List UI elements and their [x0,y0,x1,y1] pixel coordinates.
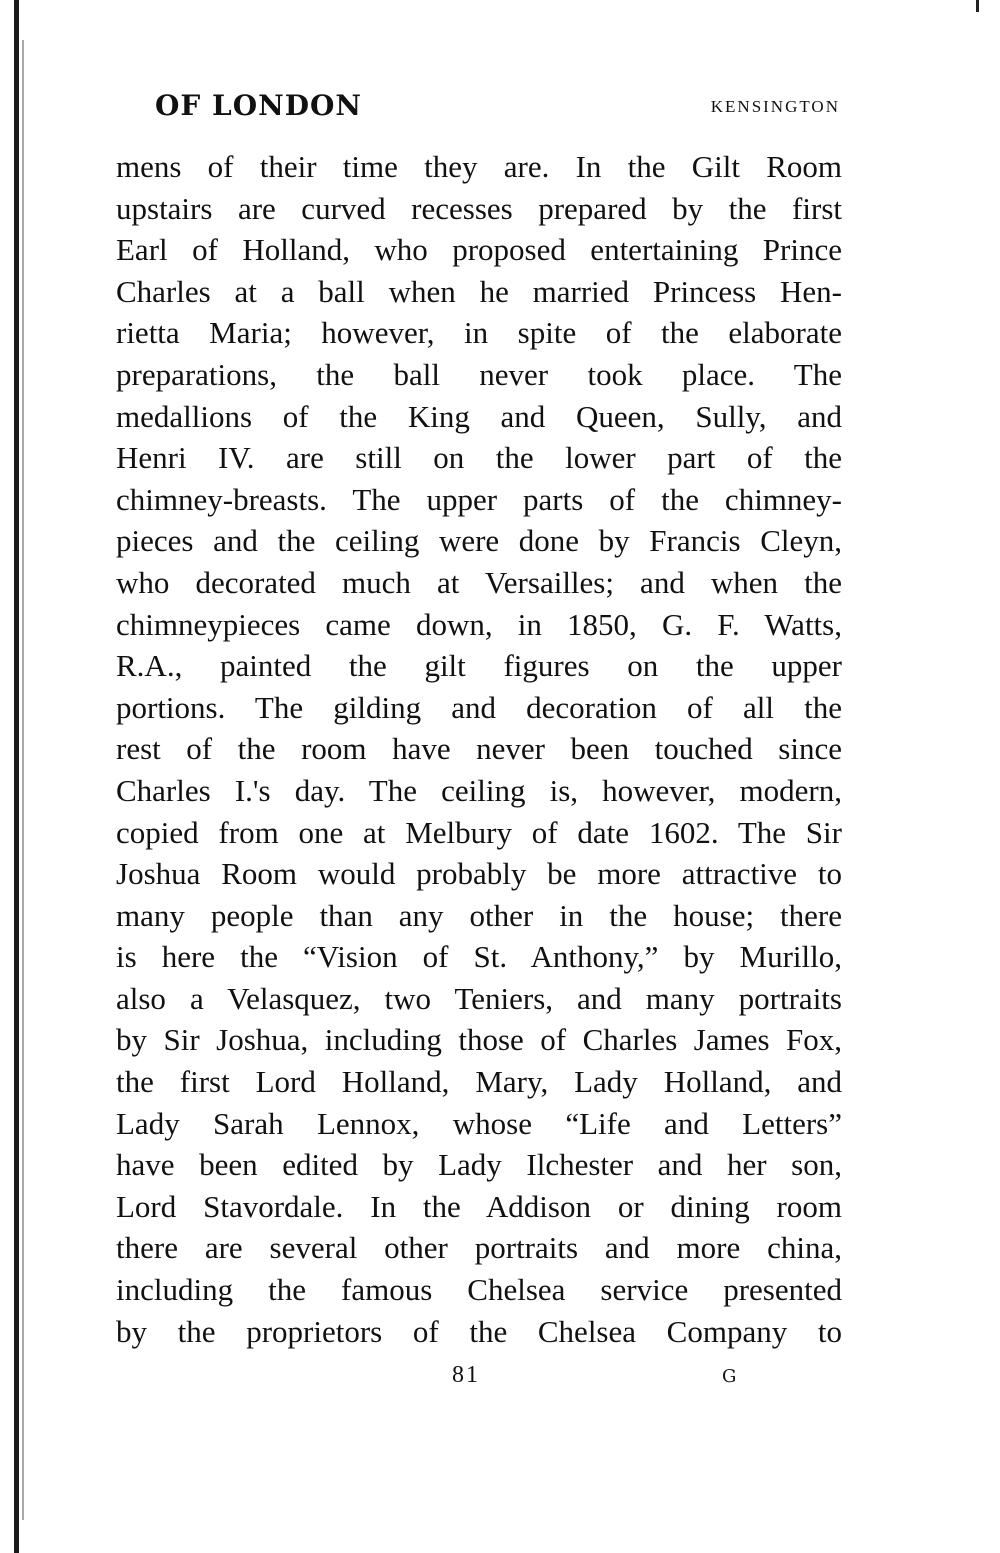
running-title: OF LONDON [155,89,362,122]
text-line: who decorated much at Versailles; and when the [116,564,842,600]
text-line: portions. The gilding and decoration of all the [116,689,842,725]
text-line: chimney-breasts. The upper parts of the chimney- [116,481,842,517]
binding-edge [14,0,19,1553]
text-line: there are several other portraits and more china, [116,1230,842,1266]
text-line: the first Lord Holland, Mary, Lady Holland, and [116,1064,842,1100]
text-line: copied from one at Melbury of date 1602. The Sir [116,814,842,850]
text-line: R.A., painted the gilt figures on the upper [116,648,842,684]
text-line: pieces and the ceiling were done by Francis Cleyn, [116,523,842,559]
binding-shadow [22,40,24,1520]
text-line: Henri IV. are still on the lower part of the [116,440,842,476]
text-line: Earl of Holland, who proposed entertaining Prince [116,232,842,268]
text-line: preparations, the ball never took place. The [116,356,842,392]
text-line: rietta Maria; however, in spite of the elaborate [116,315,842,351]
body-text [116,146,842,1352]
text-line: medallions of the King and Queen, Sully, and [116,398,842,434]
text-line: by the proprietors of the Chelsea Company to [116,1313,842,1349]
corner-mark [976,0,979,12]
text-line: rest of the room have never been touched since [116,731,842,767]
running-section: KENSINGTON [710,97,840,116]
text-line: have been edited by Lady Ilchester and her son, [116,1147,842,1183]
text-line: Charles at a ball when he married Princess Hen- [116,273,842,309]
text-line: is here the “Vision of St. Anthony,” by Murillo, [116,939,842,975]
text-line: including the famous Chelsea service presented [116,1272,842,1308]
text-line: mens of their time they are. In the Gilt Room [116,149,842,184]
running-head [155,84,840,128]
text-line: chimneypieces came down, in 1850, G. F. Watts, [116,606,842,642]
text-line: Joshua Room would probably be more attractive to [116,856,842,892]
text-line: many people than any other in the house; there [116,897,842,933]
text-line: also a Velasquez, two Teniers, and many portraits [116,980,842,1016]
text-line: by Sir Joshua, including those of Charles James Fox, [116,1022,842,1058]
signature-mark: G [722,1366,737,1387]
text-line: Charles I.'s day. The ceiling is, however, modern, [116,772,842,808]
text-line: Lord Stavordale. In the Addison or dining room [116,1188,842,1224]
page-number: 81 [452,1362,480,1388]
text-line: upstairs are curved recesses prepared by the first [116,190,842,226]
text-line: Lady Sarah Lennox, whose “Life and Letters” [116,1105,842,1141]
page-footer [0,1358,1000,1392]
